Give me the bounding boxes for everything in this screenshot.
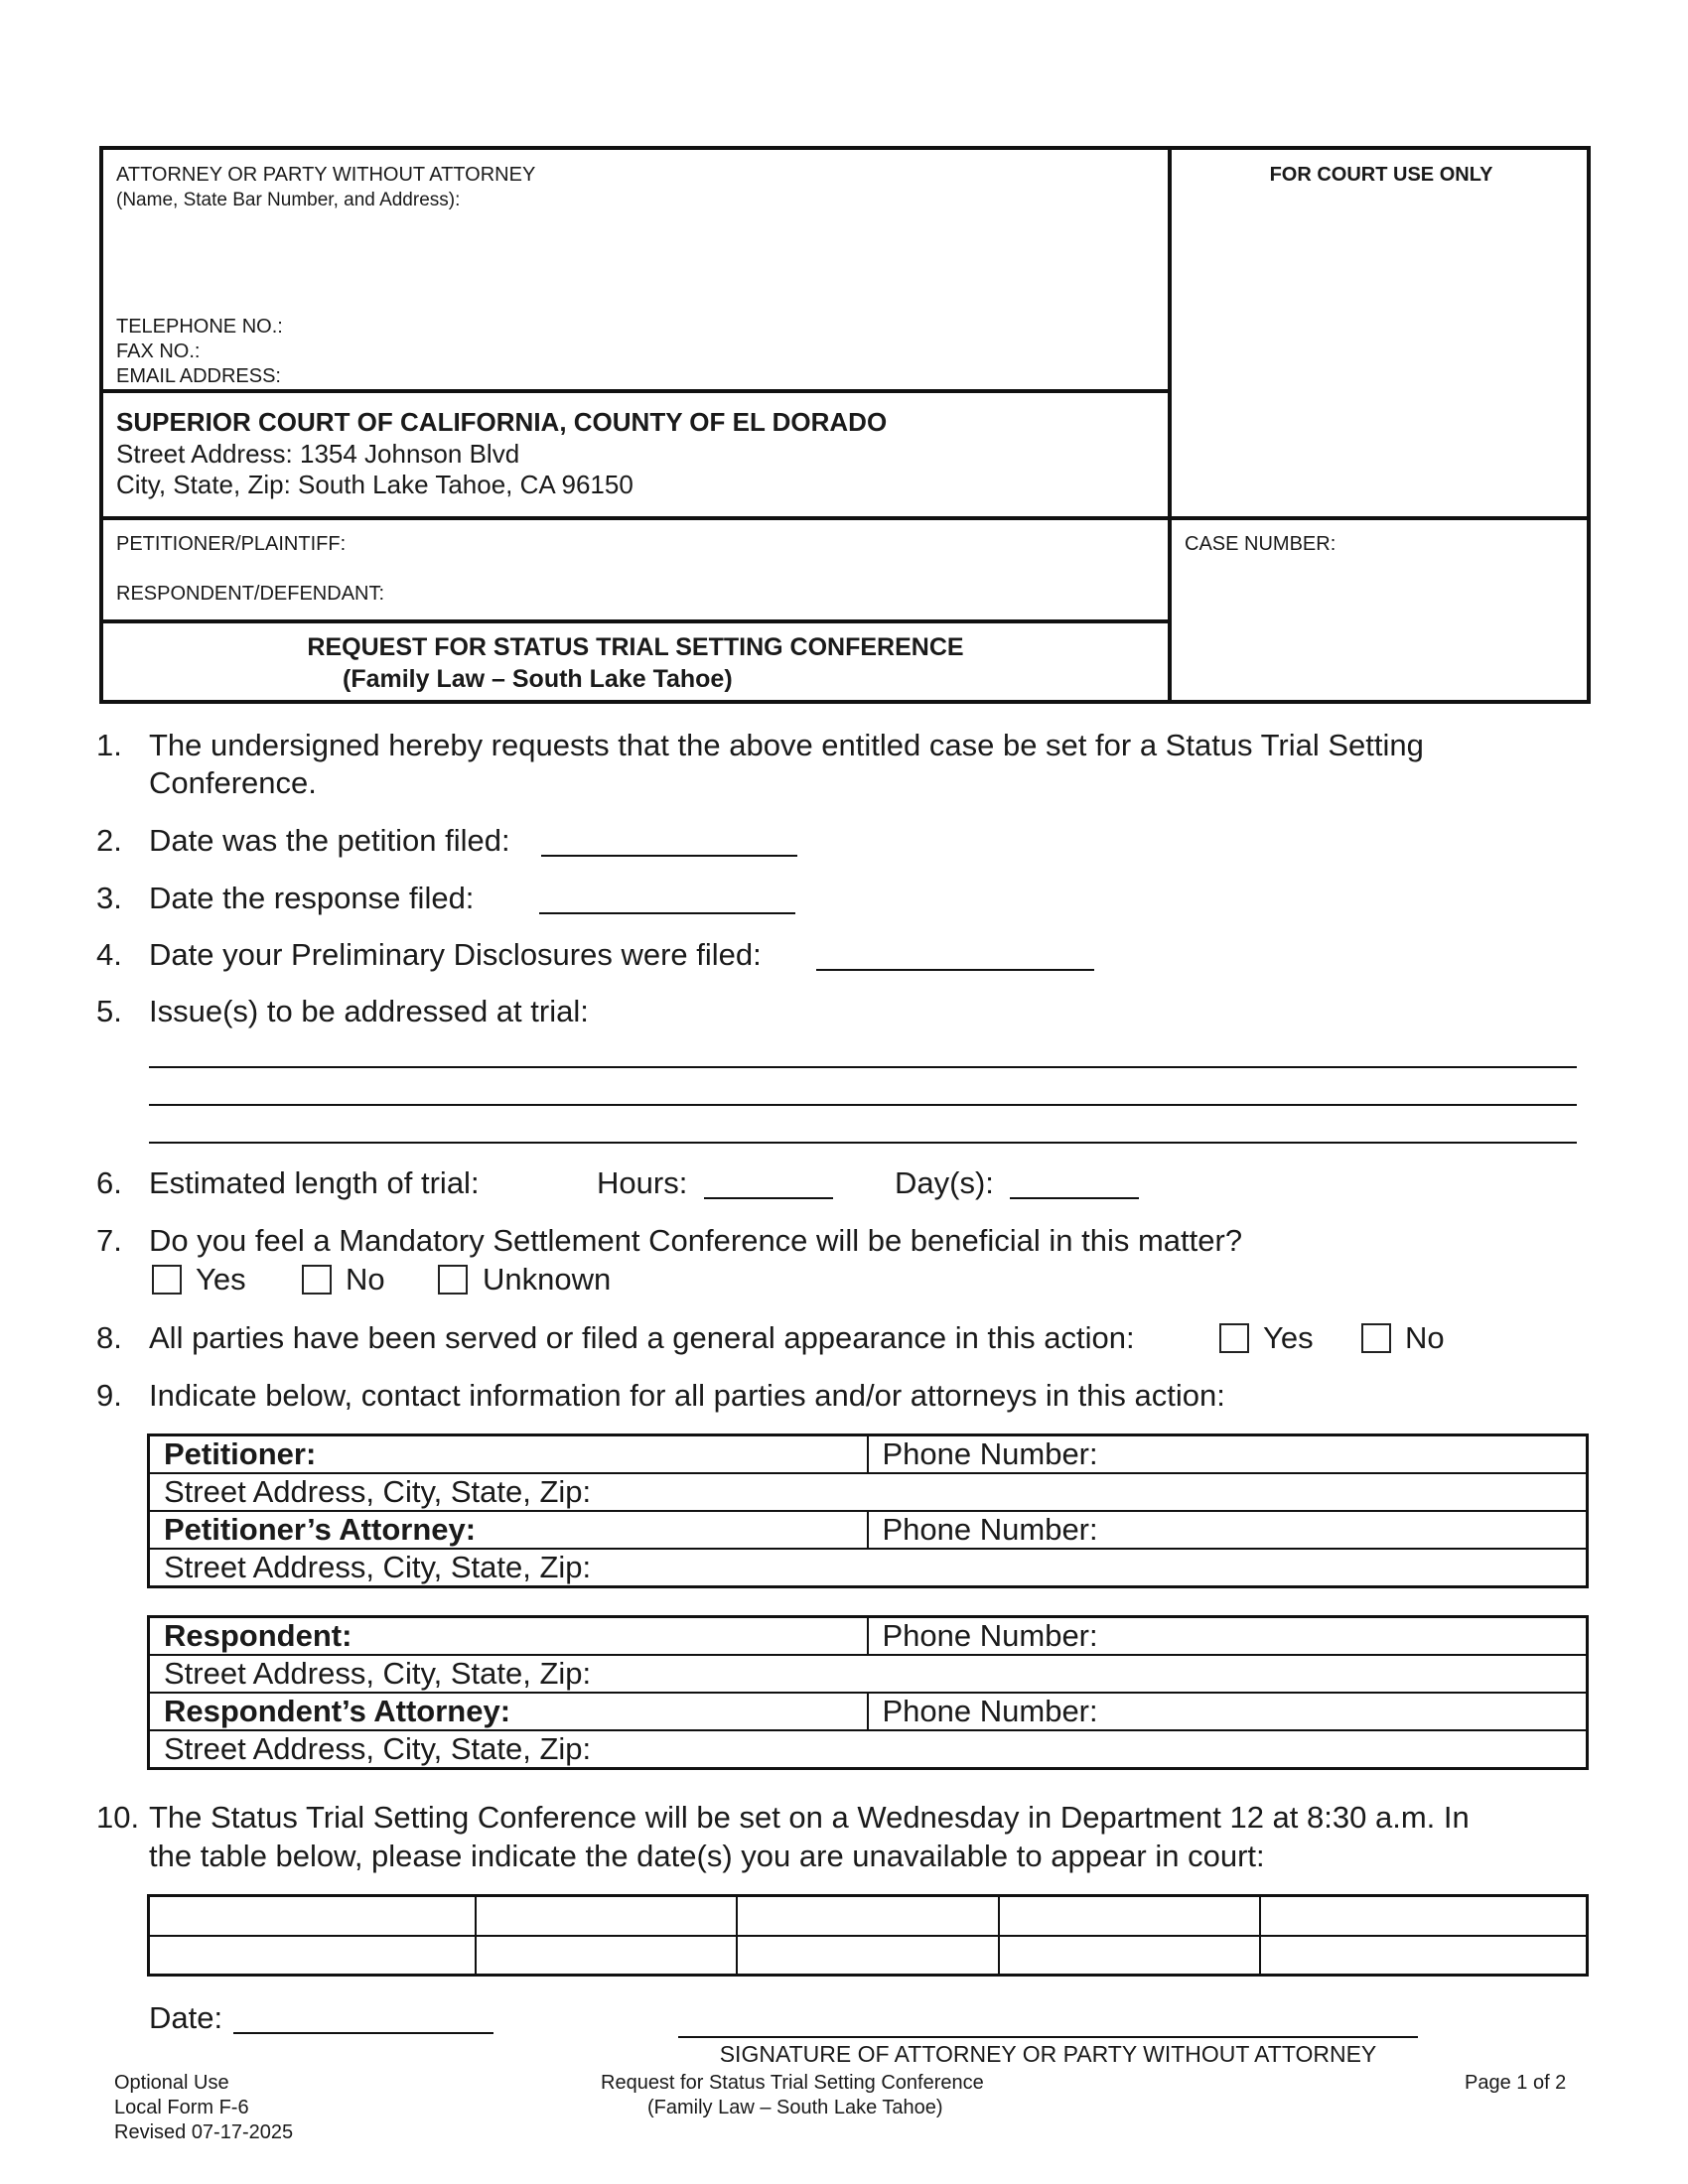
court-street: Street Address: 1354 Johnson Blvd <box>116 439 520 469</box>
divider-attorney-court <box>99 389 1172 393</box>
served-yes-label: Yes <box>1263 1320 1314 1355</box>
item-4-number: 4. <box>96 937 122 972</box>
item-1-text-cont: Conference. <box>149 765 317 800</box>
petitioner-phone-cell[interactable]: Phone Number: <box>868 1435 1588 1474</box>
footer-page-number: Page 1 of 2 <box>1465 2072 1567 2094</box>
signature-date-line[interactable] <box>233 2032 493 2034</box>
footer-local-form: Local Form F-6 <box>114 2097 249 2118</box>
item-7-number: 7. <box>96 1223 122 1258</box>
item-5-number: 5. <box>96 994 122 1028</box>
petitioner-address-cell[interactable]: Street Address, City, State, Zip: <box>149 1473 1588 1511</box>
date-cell[interactable] <box>999 1896 1260 1936</box>
respondent-attorney-address-cell[interactable]: Street Address, City, State, Zip: <box>149 1730 1588 1769</box>
hours-line[interactable] <box>704 1197 833 1199</box>
msc-unknown-label: Unknown <box>483 1262 612 1297</box>
signature-line[interactable] <box>678 2036 1418 2038</box>
petitioner-attorney-address-cell[interactable]: Street Address, City, State, Zip: <box>149 1549 1588 1587</box>
item-9-text: Indicate below, contact information for all parties and/or attorneys in this action: <box>149 1378 1225 1413</box>
msc-yes-label: Yes <box>196 1262 246 1297</box>
item-10-number: 10. <box>96 1800 140 1835</box>
issues-line-3[interactable] <box>149 1142 1577 1144</box>
form-title: REQUEST FOR STATUS TRIAL SETTING CONFERENCE <box>307 633 964 661</box>
served-yes-checkbox[interactable] <box>1219 1323 1249 1353</box>
date-cell[interactable] <box>737 1936 998 1976</box>
item-10-text-cont: the table below, please indicate the date(s) you are unavailable to appear in court: <box>149 1839 1265 1873</box>
date-cell[interactable] <box>1260 1896 1587 1936</box>
footer-form-title: Request for Status Trial Setting Conference <box>601 2072 984 2094</box>
footer-optional-use: Optional Use <box>114 2072 229 2094</box>
telephone-label: TELEPHONE NO.: <box>116 316 283 338</box>
item-3-text: Date the response filed: <box>149 881 475 915</box>
msc-unknown-checkbox[interactable] <box>438 1265 468 1295</box>
hours-label: Hours: <box>597 1165 688 1200</box>
divider-parties-title <box>99 619 1172 623</box>
respondent-label: RESPONDENT/DEFENDANT: <box>116 583 385 605</box>
msc-no-label: No <box>346 1262 385 1297</box>
days-line[interactable] <box>1010 1197 1139 1199</box>
date-cell[interactable] <box>476 1896 737 1936</box>
date-cell[interactable] <box>1260 1936 1587 1976</box>
item-2-number: 2. <box>96 823 122 858</box>
date-cell[interactable] <box>737 1896 998 1936</box>
item-6-text: Estimated length of trial: <box>149 1165 480 1200</box>
divider-court-parties <box>99 516 1591 520</box>
respondent-attorney-cell[interactable]: Respondent’s Attorney: <box>149 1693 868 1730</box>
case-number-label: CASE NUMBER: <box>1185 533 1336 555</box>
court-city: City, State, Zip: South Lake Tahoe, CA 96150 <box>116 470 633 499</box>
served-no-label: No <box>1405 1320 1445 1355</box>
item-3-number: 3. <box>96 881 122 915</box>
item-4-text: Date your Preliminary Disclosures were filed: <box>149 937 762 972</box>
msc-yes-checkbox[interactable] <box>152 1265 182 1295</box>
msc-no-checkbox[interactable] <box>302 1265 332 1295</box>
item-7-text: Do you feel a Mandatory Settlement Conference will be beneficial in this matter? <box>149 1223 1243 1258</box>
court-use-label: FOR COURT USE ONLY <box>1269 164 1493 186</box>
court-name: SUPERIOR COURT OF CALIFORNIA, COUNTY OF EL DORADO <box>116 407 888 437</box>
item-9-number: 9. <box>96 1378 122 1413</box>
served-no-checkbox[interactable] <box>1361 1323 1391 1353</box>
issues-line-2[interactable] <box>149 1104 1577 1106</box>
respondent-attorney-phone-cell[interactable]: Phone Number: <box>868 1693 1588 1730</box>
respondent-phone-cell[interactable]: Phone Number: <box>868 1617 1588 1656</box>
issues-line-1[interactable] <box>149 1066 1577 1068</box>
item-10-text: The Status Trial Setting Conference will be set on a Wednesday in Department 12 at 8:30 a.m. In <box>149 1800 1470 1835</box>
item-5-text: Issue(s) to be addressed at trial: <box>149 994 589 1028</box>
fax-label: FAX NO.: <box>116 341 201 362</box>
days-label: Day(s): <box>895 1165 994 1200</box>
email-label: EMAIL ADDRESS: <box>116 365 281 387</box>
respondent-contact-table <box>147 1615 1589 1770</box>
petitioner-contact-table <box>147 1433 1589 1588</box>
attorney-label: ATTORNEY OR PARTY WITHOUT ATTORNEY <box>116 164 536 186</box>
petitioner-attorney-cell[interactable]: Petitioner’s Attorney: <box>149 1511 868 1549</box>
footer-revised: Revised 07-17-2025 <box>114 2121 294 2143</box>
date-cell[interactable] <box>999 1936 1260 1976</box>
petitioner-name-cell[interactable]: Petitioner: <box>149 1435 868 1474</box>
disclosures-date-line[interactable] <box>816 969 1094 971</box>
respondent-name-cell[interactable]: Respondent: <box>149 1617 868 1656</box>
date-cell[interactable] <box>476 1936 737 1976</box>
item-1-text: The undersigned hereby requests that the above entitled case be set for a Status Trial Setting <box>149 728 1424 762</box>
date-cell[interactable] <box>149 1896 476 1936</box>
date-label: Date: <box>149 2000 223 2035</box>
item-2-text: Date was the petition filed: <box>149 823 510 858</box>
date-cell[interactable] <box>149 1936 476 1976</box>
form-subtitle: (Family Law – South Lake Tahoe) <box>343 665 733 693</box>
item-8-text: All parties have been served or filed a general appearance in this action: <box>149 1320 1135 1355</box>
item-1-number: 1. <box>96 728 122 762</box>
unavailable-dates-table <box>147 1894 1589 1977</box>
signature-label: SIGNATURE OF ATTORNEY OR PARTY WITHOUT ATTORNEY <box>719 2041 1377 2067</box>
attorney-sublabel: (Name, State Bar Number, and Address): <box>116 190 461 210</box>
item-6-number: 6. <box>96 1165 122 1200</box>
response-date-line[interactable] <box>539 912 795 914</box>
respondent-address-cell[interactable]: Street Address, City, State, Zip: <box>149 1655 1588 1693</box>
petitioner-label: PETITIONER/PLAINTIFF: <box>116 533 347 555</box>
item-8-number: 8. <box>96 1320 122 1355</box>
footer-form-subtitle: (Family Law – South Lake Tahoe) <box>647 2097 943 2118</box>
petition-date-line[interactable] <box>541 855 797 857</box>
petitioner-attorney-phone-cell[interactable]: Phone Number: <box>868 1511 1588 1549</box>
